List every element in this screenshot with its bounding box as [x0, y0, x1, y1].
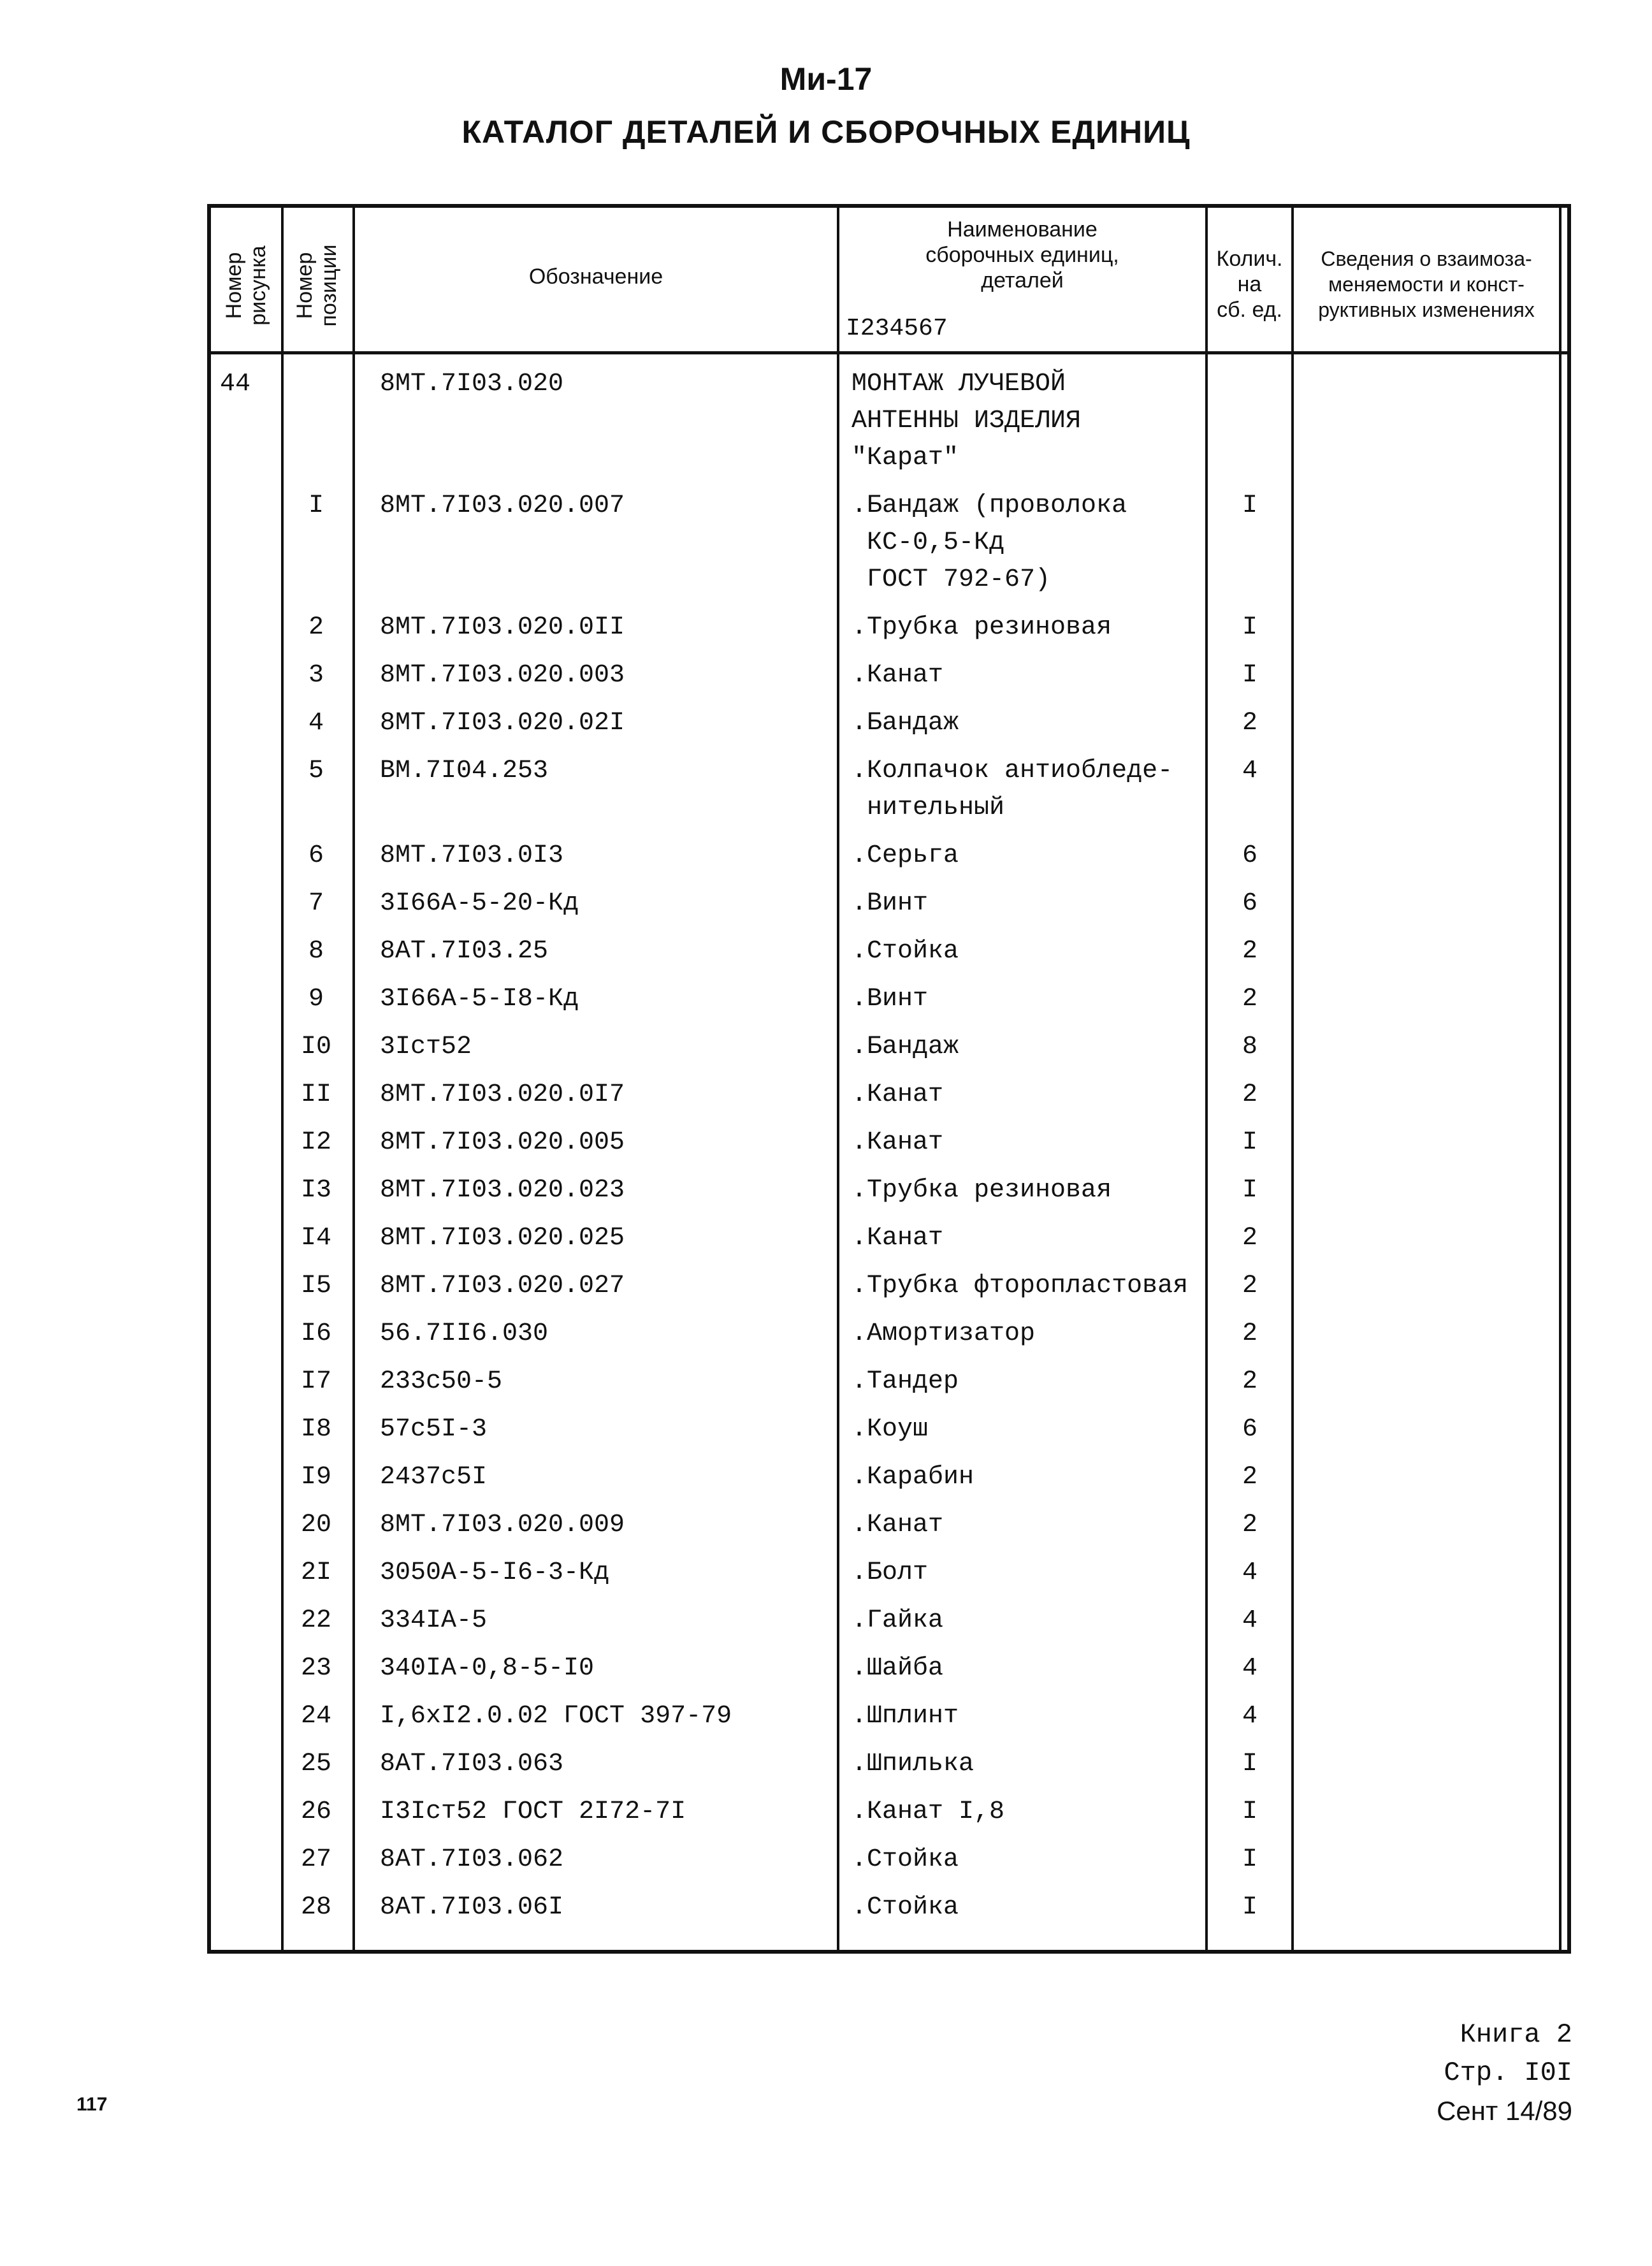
row-designation: I3Iст52 ГОСТ 2I72-7I [380, 1798, 686, 1826]
row-qty: 6 [1242, 889, 1257, 918]
row-qty: 2 [1242, 1272, 1257, 1300]
column-divider [352, 208, 355, 1950]
row-pos: I4 [300, 1224, 331, 1253]
row-designation: 3050А-5-I6-3-Кд [380, 1558, 610, 1587]
row-designation: ВМ.7I04.253 [380, 757, 549, 785]
row-qty: 2 [1242, 985, 1257, 1013]
row-designation: 8МТ.7I03.020.025 [380, 1224, 625, 1253]
col-header-name-line: Наименование [947, 217, 1098, 242]
page-number: 117 [76, 2094, 108, 2115]
row-designation: 8МТ.7I03.020.0II [380, 613, 625, 642]
row-designation: 8МТ.7I03.020.02I [380, 709, 625, 737]
row-name: .Карабин [851, 1463, 975, 1492]
row-pos: 28 [300, 1893, 331, 1922]
row-qty: 4 [1242, 1702, 1257, 1731]
col-header-qty-line: Колич. [1216, 247, 1283, 271]
row-designation: 8АТ.7I03.25 [380, 937, 549, 966]
col-header-qty-line: на [1237, 272, 1262, 296]
row-pos: 5 [308, 757, 324, 785]
row-qty: 2 [1242, 1080, 1257, 1109]
row-designation: 8МТ.7I03.020.0I7 [380, 1080, 625, 1109]
row-qty: I [1242, 1176, 1257, 1205]
row-designation: 334IА-5 [380, 1606, 488, 1635]
row-name: .Болт [851, 1558, 929, 1587]
row-designation: 8АТ.7I03.063 [380, 1750, 564, 1778]
row-qty: 6 [1242, 1415, 1257, 1444]
row-pos: 2I [300, 1558, 331, 1587]
row-designation: 8АТ.7I03.062 [380, 1845, 564, 1874]
row-pos: 7 [308, 889, 324, 918]
row-designation: 8МТ.7I03.020.009 [380, 1511, 625, 1539]
row-qty: I [1242, 1893, 1257, 1922]
column-divider [837, 208, 839, 1950]
row-pos: I0 [300, 1033, 331, 1061]
row-designation: 3I66А-5-I8-Кд [380, 985, 579, 1013]
row-pos: 8 [308, 937, 324, 966]
row-qty: 2 [1242, 937, 1257, 966]
column-divider [281, 208, 284, 1950]
row-designation: I,6хI2.0.02 ГОСТ 397-79 [380, 1702, 732, 1731]
row-pos: 9 [308, 985, 324, 1013]
row-qty: 4 [1242, 1654, 1257, 1683]
column-divider [1559, 208, 1561, 1950]
row-qty: 2 [1242, 709, 1257, 737]
page-title-catalog: КАТАЛОГ ДЕТАЛЕЙ И СБОРОЧНЫХ ЕДИНИЦ [461, 114, 1191, 150]
col-header-qty-line: сб. ед. [1217, 298, 1282, 322]
row-qty: 2 [1242, 1319, 1257, 1348]
col-header-info-line: Сведения о взаимоза- [1321, 247, 1532, 270]
col-header-info-line: руктивных изменениях [1318, 298, 1535, 321]
row-name: МОНТАЖ ЛУЧЕВОЙ АНТЕННЫ ИЗДЕЛИЯ "Карат" [851, 370, 1082, 472]
row-designation: 8АТ.7I03.06I [380, 1893, 564, 1922]
row-qty: 6 [1242, 841, 1257, 870]
column-divider [1291, 208, 1294, 1950]
row-qty: I [1242, 1750, 1257, 1778]
col-header-designation: Обозначение [528, 265, 663, 289]
col-header-fig: Номер рисунка [222, 245, 270, 326]
row-name: .Бандаж [851, 1033, 959, 1061]
row-designation: 8МТ.7I03.0I3 [380, 841, 564, 870]
parts-table [207, 204, 1571, 1954]
row-name: .Стойка [851, 1893, 959, 1922]
row-qty: I [1242, 491, 1257, 520]
row-pos: 23 [300, 1654, 331, 1683]
row-qty: 4 [1242, 757, 1257, 785]
column-divider [1205, 208, 1208, 1950]
row-name: .Бандаж [851, 709, 959, 737]
row-qty: 2 [1242, 1511, 1257, 1539]
row-name: .Канат [851, 1128, 944, 1157]
footer-book: Книга 2 [1460, 2019, 1572, 2050]
row-designation: 56.7II6.030 [380, 1319, 549, 1348]
col-header-info-line: меняемости и конст- [1328, 273, 1525, 296]
row-qty: 2 [1242, 1463, 1257, 1492]
col-header-pos: Номер позиции [293, 244, 341, 327]
row-name: .Стойка [851, 1845, 959, 1874]
row-name: .Трубка резиновая [851, 613, 1112, 642]
row-name: .Канат [851, 1224, 944, 1253]
row-designation: 8МТ.7I03.020 [380, 370, 564, 398]
row-pos: I3 [300, 1176, 331, 1205]
row-name: .Стойка [851, 937, 959, 966]
row-name: .Тандер [851, 1367, 959, 1396]
row-name: .Серьга [851, 841, 959, 870]
row-name: .Шплинт [851, 1702, 959, 1731]
row-name: .Канат [851, 1080, 944, 1109]
row-qty: 4 [1242, 1606, 1257, 1635]
row-designation: 3Iст52 [380, 1033, 472, 1061]
row-qty: I [1242, 613, 1257, 642]
row-designation: 8МТ.7I03.020.007 [380, 491, 625, 520]
row-designation: 2437с5I [380, 1463, 488, 1492]
row-designation: 340IА-0,8-5-I0 [380, 1654, 595, 1683]
row-designation: 8МТ.7I03.020.023 [380, 1176, 625, 1205]
row-name: .Трубка фторопластовая [851, 1272, 1189, 1300]
row-pos: 25 [300, 1750, 331, 1778]
row-designation: 8МТ.7I03.020.005 [380, 1128, 625, 1157]
header-divider [211, 351, 1567, 354]
row-qty: 2 [1242, 1367, 1257, 1396]
row-pos: 4 [308, 709, 324, 737]
row-pos: 22 [300, 1606, 331, 1635]
col-header-name-line: сборочных единиц, [925, 243, 1119, 267]
row-designation: 8МТ.7I03.020.027 [380, 1272, 625, 1300]
row-qty: I [1242, 1845, 1257, 1874]
row-qty: I [1242, 661, 1257, 690]
row-pos: 27 [300, 1845, 331, 1874]
row-pos: I2 [300, 1128, 331, 1157]
row-name: .Амортизатор [851, 1319, 1036, 1348]
row-name: .Канат I,8 [851, 1798, 1005, 1826]
row-designation: 3I66А-5-20-Кд [380, 889, 579, 918]
row-name: .Трубка резиновая [851, 1176, 1112, 1205]
col-header-info [1294, 246, 1559, 323]
row-pos: 20 [300, 1511, 331, 1539]
col-header-name [839, 217, 1205, 293]
row-pos: I5 [300, 1272, 331, 1300]
row-pos: I [308, 491, 324, 520]
footer-date: Сент 14/89 [1437, 2096, 1572, 2126]
row-pos: 6 [308, 841, 324, 870]
row-name: .Колпачок антиобледе- нительный [851, 757, 1173, 822]
row-pos: 2 [308, 613, 324, 642]
col-header-name-line: деталей [981, 268, 1064, 293]
row-name: .Шайба [851, 1654, 944, 1683]
row-pos: I7 [300, 1367, 331, 1396]
row-designation: 57с5I-3 [380, 1415, 488, 1444]
row-qty: I [1242, 1128, 1257, 1157]
row-name: .Канат [851, 1511, 944, 1539]
row-name: .Винт [851, 985, 929, 1013]
page-title-model: Ми-17 [779, 61, 873, 97]
row-name: .Коуш [851, 1415, 929, 1444]
row-pos: 3 [308, 661, 324, 690]
row-name: .Винт [851, 889, 929, 918]
row-pos: I9 [300, 1463, 331, 1492]
row-designation: 8МТ.7I03.020.003 [380, 661, 625, 690]
row-fig: 44 [220, 370, 251, 398]
col-header-qty [1208, 246, 1291, 323]
row-name: .Шпилька [851, 1750, 975, 1778]
row-pos: II [300, 1080, 331, 1109]
row-pos: 24 [300, 1702, 331, 1731]
row-pos: 26 [300, 1798, 331, 1826]
row-pos: I8 [300, 1415, 331, 1444]
row-qty: 4 [1242, 1558, 1257, 1587]
row-name: .Бандаж (проволока КС-0,5-Кд ГОСТ 792-67) [851, 491, 1127, 594]
row-name: .Гайка [851, 1606, 944, 1635]
row-qty: 2 [1242, 1224, 1257, 1253]
row-pos: I6 [300, 1319, 331, 1348]
footer-page: Стр. I0I [1444, 2058, 1572, 2088]
row-qty: I [1242, 1798, 1257, 1826]
col-header-name-index: I234567 [846, 315, 948, 342]
row-name: .Канат [851, 661, 944, 690]
row-designation: 233с50-5 [380, 1367, 503, 1396]
row-qty: 8 [1242, 1033, 1257, 1061]
